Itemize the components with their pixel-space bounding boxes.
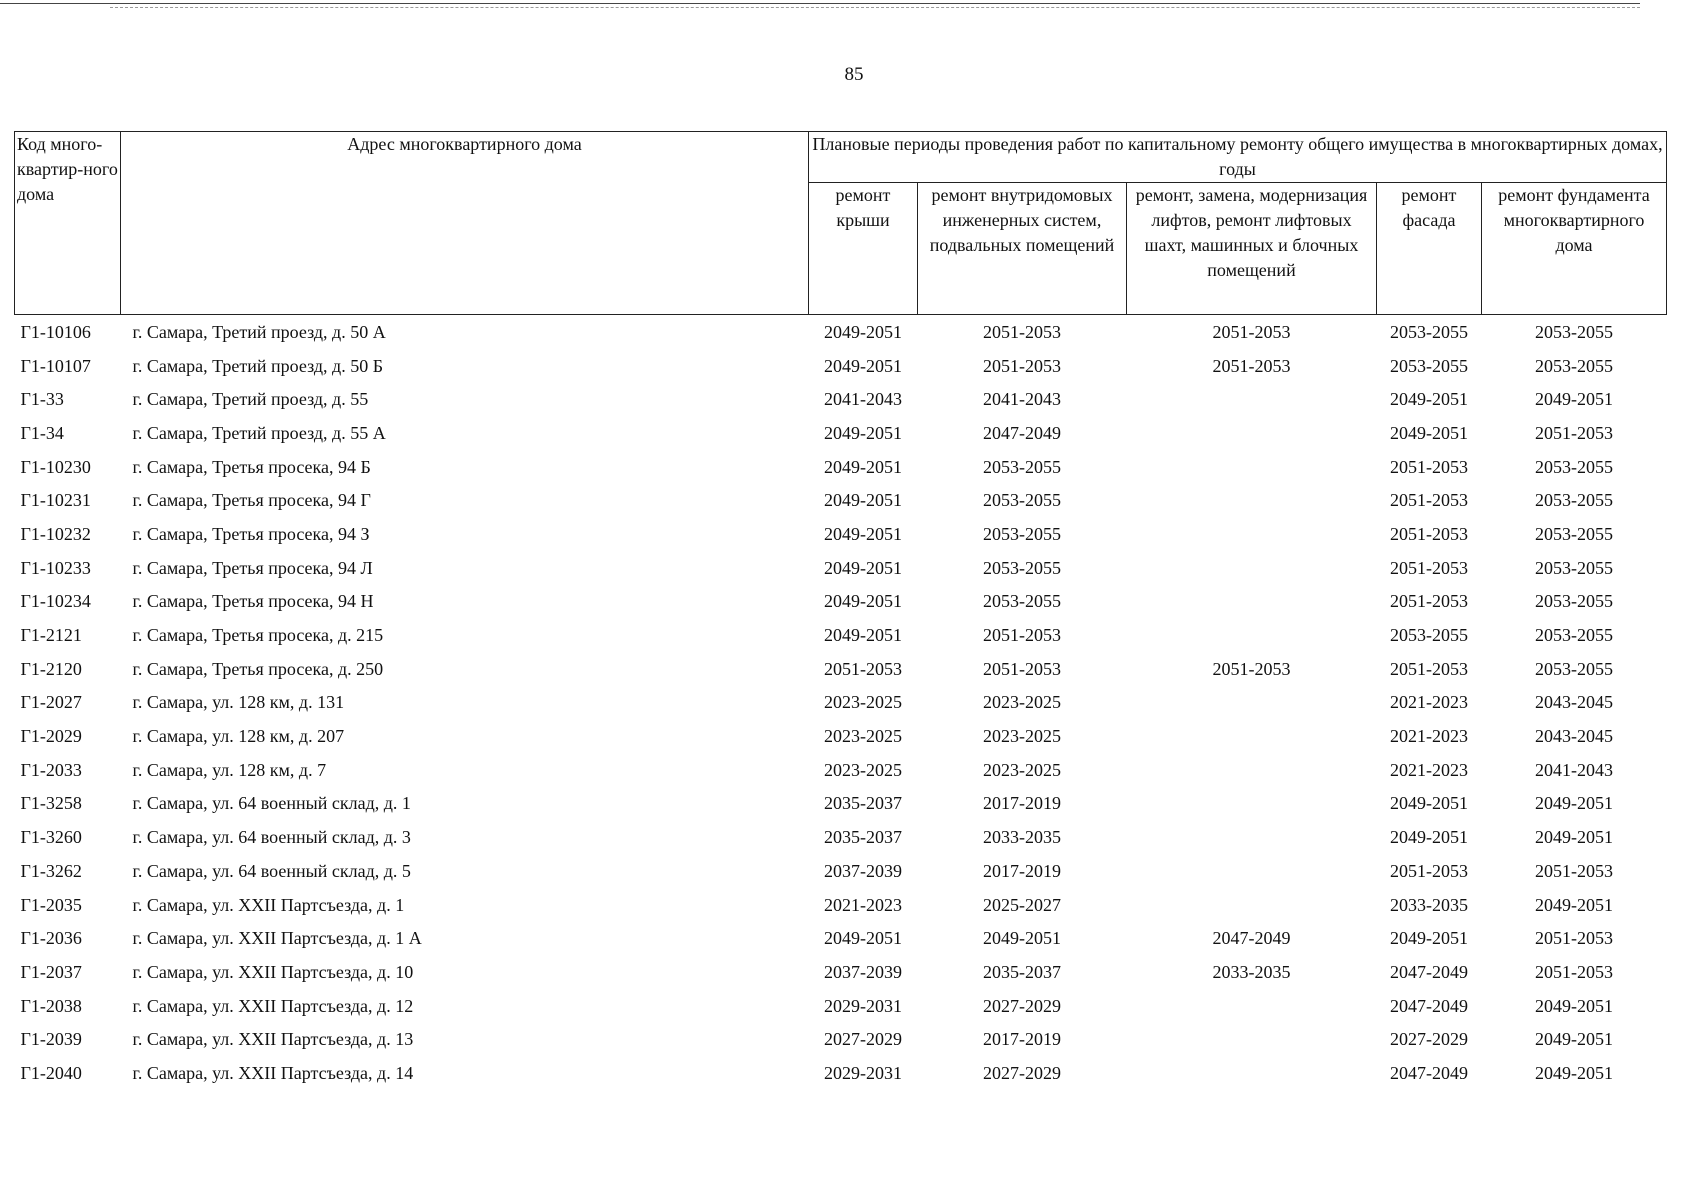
cell-address: г. Самара, Третья просека, 94 Б — [132, 456, 371, 477]
cell-foundation: 2043-2045 — [1535, 726, 1613, 747]
cell-address: г. Самара, ул. 64 военный склад, д. 5 — [132, 860, 411, 881]
cell-facade: 2047-2049 — [1390, 995, 1468, 1016]
top-rule-dashed — [110, 7, 1640, 8]
cell-roof: 2049-2051 — [824, 591, 902, 612]
cell-systems: 2017-2019 — [983, 1029, 1061, 1050]
table-row — [15, 315, 1667, 349]
cell-roof: 2049-2051 — [824, 523, 902, 544]
page-number: 85 — [844, 64, 864, 85]
cell-systems: 2051-2053 — [983, 355, 1061, 376]
cell-roof: 2049-2051 — [824, 456, 902, 477]
cell-foundation: 2049-2051 — [1535, 389, 1613, 410]
cell-code: Г1-10232 — [20, 523, 91, 544]
cell-address: г. Самара, Третья просека, 94 Л — [132, 557, 373, 578]
cell-facade: 2053-2055 — [1390, 625, 1468, 646]
header-foundation: ремонт фундамента многоквартирного дома — [1482, 183, 1667, 315]
cell-elevators — [1127, 1022, 1377, 1056]
table-row — [15, 416, 1667, 450]
cell-systems: 2051-2053 — [983, 625, 1061, 646]
cell-address: г. Самара, ул. 128 км, д. 7 — [132, 759, 327, 780]
cell-code: Г1-10233 — [20, 557, 91, 578]
cell-code: Г1-2038 — [20, 995, 82, 1016]
cell-foundation: 2049-2051 — [1535, 1062, 1613, 1083]
cell-foundation: 2053-2055 — [1535, 591, 1613, 612]
cell-foundation: 2043-2045 — [1535, 692, 1613, 713]
cell-foundation: 2049-2051 — [1535, 894, 1613, 915]
cell-address: г. Самара, Третья просека, 94 Н — [132, 591, 374, 612]
table-row — [15, 921, 1667, 955]
header-elevators: ремонт, замена, модернизация лифтов, ремонт лифтовых шахт, машинных и блочных помещений — [1127, 183, 1377, 315]
cell-roof: 2041-2043 — [824, 389, 902, 410]
cell-address: г. Самара, Третья просека, 94 З — [132, 523, 370, 544]
cell-elevators — [1127, 719, 1377, 753]
cell-roof: 2037-2039 — [824, 860, 902, 881]
cell-elevators: 2047-2049 — [1212, 928, 1291, 949]
cell-code: Г1-2120 — [20, 658, 82, 679]
cell-elevators — [1127, 787, 1377, 821]
cell-foundation: 2053-2055 — [1535, 355, 1613, 376]
cell-foundation: 2053-2055 — [1535, 658, 1613, 679]
cell-code: Г1-10107 — [20, 355, 91, 376]
cell-foundation: 2049-2051 — [1535, 793, 1613, 814]
cell-roof: 2021-2023 — [824, 894, 902, 915]
cell-foundation: 2053-2055 — [1535, 557, 1613, 578]
cell-roof: 2049-2051 — [824, 355, 902, 376]
cell-code: Г1-33 — [20, 389, 64, 410]
table-row — [15, 686, 1667, 720]
cell-code: Г1-2027 — [20, 692, 82, 713]
table-row — [15, 450, 1667, 484]
cell-roof: 2049-2051 — [824, 490, 902, 511]
cell-address: г. Самара, ул. 64 военный склад, д. 1 — [132, 793, 411, 814]
cell-address: г. Самара, ул. XXII Партсъезда, д. 10 — [132, 961, 414, 982]
cell-roof: 2049-2051 — [824, 422, 902, 443]
cell-facade: 2049-2051 — [1390, 827, 1468, 848]
cell-systems: 2027-2029 — [983, 1062, 1061, 1083]
cell-code: Г1-2039 — [20, 1029, 82, 1050]
cell-systems: 2053-2055 — [983, 490, 1061, 511]
cell-code: Г1-2029 — [20, 726, 82, 747]
cell-systems: 2041-2043 — [983, 389, 1061, 410]
cell-facade: 2049-2051 — [1390, 389, 1468, 410]
cell-systems: 2053-2055 — [983, 557, 1061, 578]
cell-foundation: 2053-2055 — [1535, 321, 1613, 342]
cell-address: г. Самара, Третий проезд, д. 55 А — [132, 422, 386, 443]
table-body — [15, 315, 1667, 1090]
cell-facade: 2051-2053 — [1390, 490, 1468, 511]
cell-code: Г1-10231 — [20, 490, 91, 511]
cell-systems: 2049-2051 — [983, 928, 1061, 949]
top-rule — [0, 3, 1640, 4]
cell-roof: 2029-2031 — [824, 1062, 902, 1083]
cell-address: г. Самара, Третий проезд, д. 55 — [132, 389, 369, 410]
cell-elevators — [1127, 618, 1377, 652]
cell-elevators: 2033-2035 — [1212, 961, 1291, 982]
cell-code: Г1-2121 — [20, 625, 82, 646]
cell-systems: 2033-2035 — [983, 827, 1061, 848]
cell-facade: 2027-2029 — [1390, 1029, 1468, 1050]
table-row — [15, 955, 1667, 989]
cell-code: Г1-2033 — [20, 759, 82, 780]
cell-foundation: 2051-2053 — [1535, 961, 1613, 982]
cell-foundation: 2053-2055 — [1535, 456, 1613, 477]
cell-roof: 2037-2039 — [824, 961, 902, 982]
cell-address: г. Самара, ул. 128 км, д. 207 — [132, 726, 345, 747]
cell-facade: 2021-2023 — [1390, 692, 1468, 713]
header-systems: ремонт внутридомовых инженерных систем, подвальных помещений — [918, 183, 1127, 315]
cell-code: Г1-10106 — [20, 321, 91, 342]
cell-address: г. Самара, Третья просека, 94 Г — [132, 490, 371, 511]
cell-elevators — [1127, 888, 1377, 922]
cell-facade: 2053-2055 — [1390, 355, 1468, 376]
cell-elevators — [1127, 416, 1377, 450]
cell-roof: 2035-2037 — [824, 827, 902, 848]
cell-foundation: 2051-2053 — [1535, 422, 1613, 443]
cell-systems: 2025-2027 — [983, 894, 1061, 915]
cell-roof: 2051-2053 — [824, 658, 902, 679]
cell-address: г. Самара, ул. XXII Партсъезда, д. 12 — [132, 995, 414, 1016]
table-row — [15, 618, 1667, 652]
cell-elevators — [1127, 753, 1377, 787]
cell-foundation: 2041-2043 — [1535, 759, 1613, 780]
cell-elevators: 2051-2053 — [1212, 321, 1291, 342]
cell-address: г. Самара, ул. XXII Партсъезда, д. 14 — [132, 1062, 414, 1083]
cell-systems: 2027-2029 — [983, 995, 1061, 1016]
table-row — [15, 719, 1667, 753]
cell-elevators — [1127, 382, 1377, 416]
capital-repair-table — [14, 131, 1667, 1090]
cell-code: Г1-2035 — [20, 894, 82, 915]
cell-foundation: 2051-2053 — [1535, 860, 1613, 881]
cell-elevators — [1127, 820, 1377, 854]
cell-roof: 2023-2025 — [824, 726, 902, 747]
cell-foundation: 2053-2055 — [1535, 625, 1613, 646]
cell-facade: 2047-2049 — [1390, 1062, 1468, 1083]
cell-elevators — [1127, 551, 1377, 585]
table-row — [15, 888, 1667, 922]
cell-roof: 2049-2051 — [824, 321, 902, 342]
cell-foundation: 2049-2051 — [1535, 827, 1613, 848]
cell-code: Г1-3258 — [20, 793, 82, 814]
cell-foundation: 2053-2055 — [1535, 523, 1613, 544]
cell-facade: 2051-2053 — [1390, 523, 1468, 544]
cell-address: г. Самара, Третий проезд, д. 50 А — [132, 321, 386, 342]
table-row — [15, 753, 1667, 787]
cell-address: г. Самара, Третья просека, д. 250 — [132, 658, 384, 679]
cell-address: г. Самара, ул. 128 км, д. 131 — [132, 692, 345, 713]
table-row — [15, 483, 1667, 517]
table-row — [15, 989, 1667, 1023]
cell-systems: 2023-2025 — [983, 692, 1061, 713]
cell-code: Г1-3260 — [20, 827, 82, 848]
cell-facade: 2053-2055 — [1390, 321, 1468, 342]
cell-systems: 2051-2053 — [983, 321, 1061, 342]
cell-facade: 2049-2051 — [1390, 422, 1468, 443]
header-code: Код много-квартир-ного дома — [15, 132, 121, 315]
cell-facade: 2049-2051 — [1390, 793, 1468, 814]
cell-code: Г1-2037 — [20, 961, 82, 982]
cell-roof: 2023-2025 — [824, 759, 902, 780]
cell-code: Г1-10230 — [20, 456, 91, 477]
cell-systems: 2017-2019 — [983, 860, 1061, 881]
cell-facade: 2033-2035 — [1390, 894, 1468, 915]
cell-facade: 2021-2023 — [1390, 759, 1468, 780]
cell-systems: 2023-2025 — [983, 726, 1061, 747]
cell-code: Г1-10234 — [20, 591, 91, 612]
header-roof: ремонт крыши — [809, 183, 918, 315]
cell-facade: 2051-2053 — [1390, 658, 1468, 679]
cell-elevators: 2051-2053 — [1212, 355, 1291, 376]
cell-elevators — [1127, 854, 1377, 888]
cell-systems: 2051-2053 — [983, 658, 1061, 679]
table-row — [15, 382, 1667, 416]
table-row — [15, 854, 1667, 888]
cell-systems: 2053-2055 — [983, 591, 1061, 612]
cell-roof: 2035-2037 — [824, 793, 902, 814]
cell-address: г. Самара, ул. 64 военный склад, д. 3 — [132, 827, 411, 848]
cell-elevators — [1127, 1056, 1377, 1090]
cell-facade: 2051-2053 — [1390, 591, 1468, 612]
cell-elevators: 2051-2053 — [1212, 658, 1291, 679]
table-row — [15, 585, 1667, 619]
table-row — [15, 1056, 1667, 1090]
header-group: Плановые периоды проведения работ по капитальному ремонту общего имущества в многоквартирных домах, годы — [809, 132, 1667, 183]
cell-elevators — [1127, 450, 1377, 484]
cell-address: г. Самара, Третий проезд, д. 50 Б — [132, 355, 384, 376]
table-row — [15, 551, 1667, 585]
header-facade: ремонт фасада — [1377, 183, 1482, 315]
cell-systems: 2035-2037 — [983, 961, 1061, 982]
table-row — [15, 787, 1667, 821]
cell-roof: 2049-2051 — [824, 928, 902, 949]
cell-roof: 2023-2025 — [824, 692, 902, 713]
cell-foundation: 2049-2051 — [1535, 1029, 1613, 1050]
cell-facade: 2021-2023 — [1390, 726, 1468, 747]
cell-foundation: 2053-2055 — [1535, 490, 1613, 511]
cell-facade: 2047-2049 — [1390, 961, 1468, 982]
cell-systems: 2017-2019 — [983, 793, 1061, 814]
header-address: Адрес многоквартирного дома — [121, 132, 809, 315]
cell-foundation: 2049-2051 — [1535, 995, 1613, 1016]
cell-facade: 2049-2051 — [1390, 928, 1468, 949]
cell-facade: 2051-2053 — [1390, 860, 1468, 881]
cell-roof: 2049-2051 — [824, 625, 902, 646]
cell-code: Г1-3262 — [20, 860, 82, 881]
cell-code: Г1-2040 — [20, 1062, 82, 1083]
cell-systems: 2053-2055 — [983, 523, 1061, 544]
cell-code: Г1-34 — [20, 422, 64, 443]
cell-address: г. Самара, ул. XXII Партсъезда, д. 13 — [132, 1029, 414, 1050]
cell-elevators — [1127, 989, 1377, 1023]
cell-roof: 2029-2031 — [824, 995, 902, 1016]
table-row — [15, 820, 1667, 854]
cell-facade: 2051-2053 — [1390, 456, 1468, 477]
cell-elevators — [1127, 686, 1377, 720]
cell-address: г. Самара, Третья просека, д. 215 — [132, 625, 384, 646]
cell-address: г. Самара, ул. XXII Партсъезда, д. 1 А — [132, 928, 422, 949]
table-row — [15, 652, 1667, 686]
table-row — [15, 517, 1667, 551]
cell-roof: 2027-2029 — [824, 1029, 902, 1050]
cell-systems: 2053-2055 — [983, 456, 1061, 477]
cell-elevators — [1127, 517, 1377, 551]
table-row — [15, 1022, 1667, 1056]
cell-code: Г1-2036 — [20, 928, 82, 949]
table-row — [15, 349, 1667, 383]
cell-roof: 2049-2051 — [824, 557, 902, 578]
cell-facade: 2051-2053 — [1390, 557, 1468, 578]
cell-address: г. Самара, ул. XXII Партсъезда, д. 1 — [132, 894, 405, 915]
cell-systems: 2023-2025 — [983, 759, 1061, 780]
cell-elevators — [1127, 585, 1377, 619]
cell-foundation: 2051-2053 — [1535, 928, 1613, 949]
cell-elevators — [1127, 483, 1377, 517]
cell-systems: 2047-2049 — [983, 422, 1061, 443]
